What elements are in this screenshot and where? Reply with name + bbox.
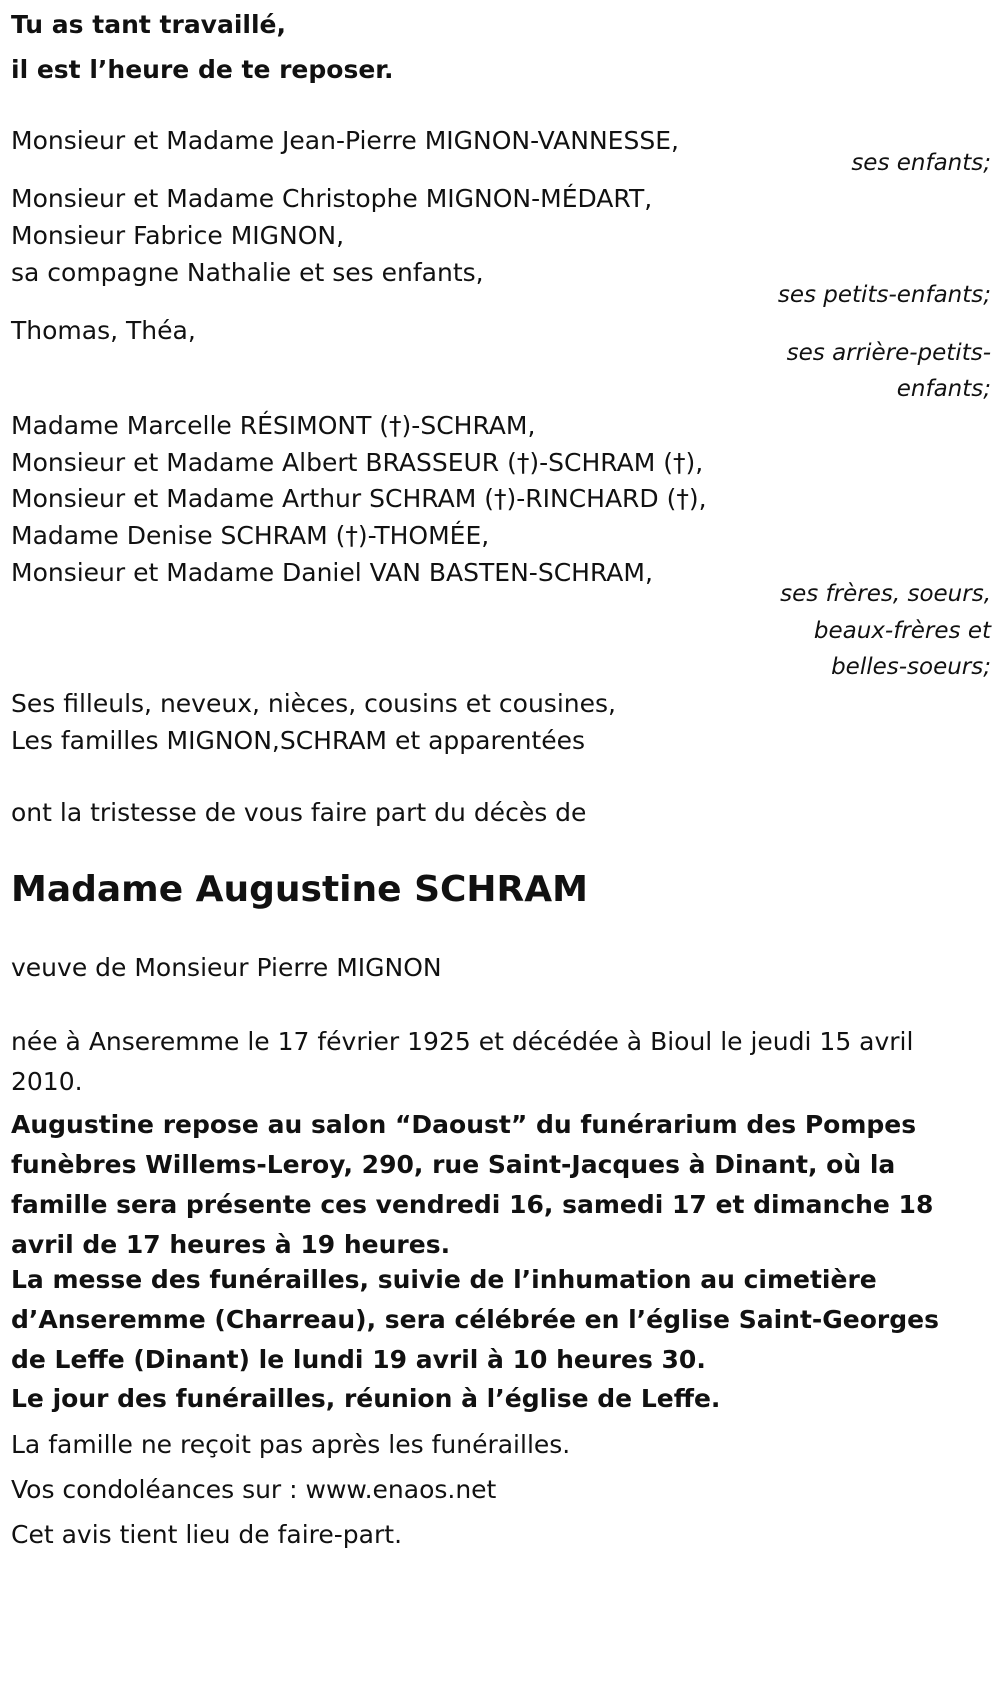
siblings-line-4: Madame Denise SCHRAM (†)-THOMÉE, xyxy=(11,521,490,550)
grandchildren-line-1: Monsieur et Madame Christophe MIGNON-MÉDART, xyxy=(11,184,653,213)
siblings-label-1: ses frères, soeurs, xyxy=(780,581,991,607)
children-label: ses enfants; xyxy=(851,150,991,176)
others-line-1: Ses filleuls, neveux, nièces, cousins et cousines, xyxy=(11,689,616,718)
great-grandchildren-line: Thomas, Théa, xyxy=(11,316,196,345)
birth-death-paragraph: née à Anseremme le 17 février 1925 et décédée à Bioul le jeudi 15 avril 2010. xyxy=(11,1027,914,1096)
siblings-label-3: belles-soeurs; xyxy=(831,654,991,680)
widow-of: veuve de Monsieur Pierre MIGNON xyxy=(11,953,442,982)
great-grandchildren-label-1: ses arrière-petits- xyxy=(786,340,991,366)
epigraph-line-1: Tu as tant travaillé, xyxy=(11,10,287,39)
others-line-2: Les familles MIGNON,SCHRAM et apparentées xyxy=(11,726,585,755)
siblings-line-2: Monsieur et Madame Albert BRASSEUR (†)-SCHRAM (†), xyxy=(11,448,704,477)
viewing-paragraph: Augustine repose au salon “Daoust” du funérarium des Pompes funèbres Willems-Leroy, 290, rue Saint-Jacques à Dinant, où la famille sera présente ces vendredi 16, samedi 17 et dimanche 18 avril de 17 heures à 19 heures. xyxy=(11,1110,934,1259)
siblings-line-1: Madame Marcelle RÉSIMONT (†)-SCHRAM, xyxy=(11,411,536,440)
grandchildren-line-2: Monsieur Fabrice MIGNON, xyxy=(11,221,345,250)
epigraph-line-2: il est l’heure de te reposer. xyxy=(11,55,394,84)
children-line: Monsieur et Madame Jean-Pierre MIGNON-VANNESSE, xyxy=(11,126,679,155)
closing-line-2: Vos condoléances sur : www.enaos.net xyxy=(11,1475,497,1504)
grandchildren-line-3: sa compagne Nathalie et ses enfants, xyxy=(11,258,484,287)
siblings-line-5: Monsieur et Madame Daniel VAN BASTEN-SCHRAM, xyxy=(11,558,653,587)
funeral-paragraph: La messe des funérailles, suivie de l’inhumation au cimetière d’Anseremme (Charreau), sera célébrée en l’église Saint-Georges de Leffe (Dinant) le lundi 19 avril à 10 heures 30. xyxy=(11,1265,939,1374)
great-grandchildren-label-2: enfants; xyxy=(896,376,991,402)
siblings-label-2: beaux-frères et xyxy=(813,618,991,644)
siblings-line-3: Monsieur et Madame Arthur SCHRAM (†)-RINCHARD (†), xyxy=(11,484,707,513)
closing-line-3: Cet avis tient lieu de faire-part. xyxy=(11,1520,403,1549)
closing-line-1: La famille ne reçoit pas après les funérailles. xyxy=(11,1430,571,1459)
meeting-paragraph: Le jour des funérailles, réunion à l’église de Leffe. xyxy=(11,1384,721,1413)
deceased-name: Madame Augustine SCHRAM xyxy=(11,869,588,910)
announcement: ont la tristesse de vous faire part du décès de xyxy=(11,798,587,827)
grandchildren-label: ses petits-enfants; xyxy=(777,282,991,308)
